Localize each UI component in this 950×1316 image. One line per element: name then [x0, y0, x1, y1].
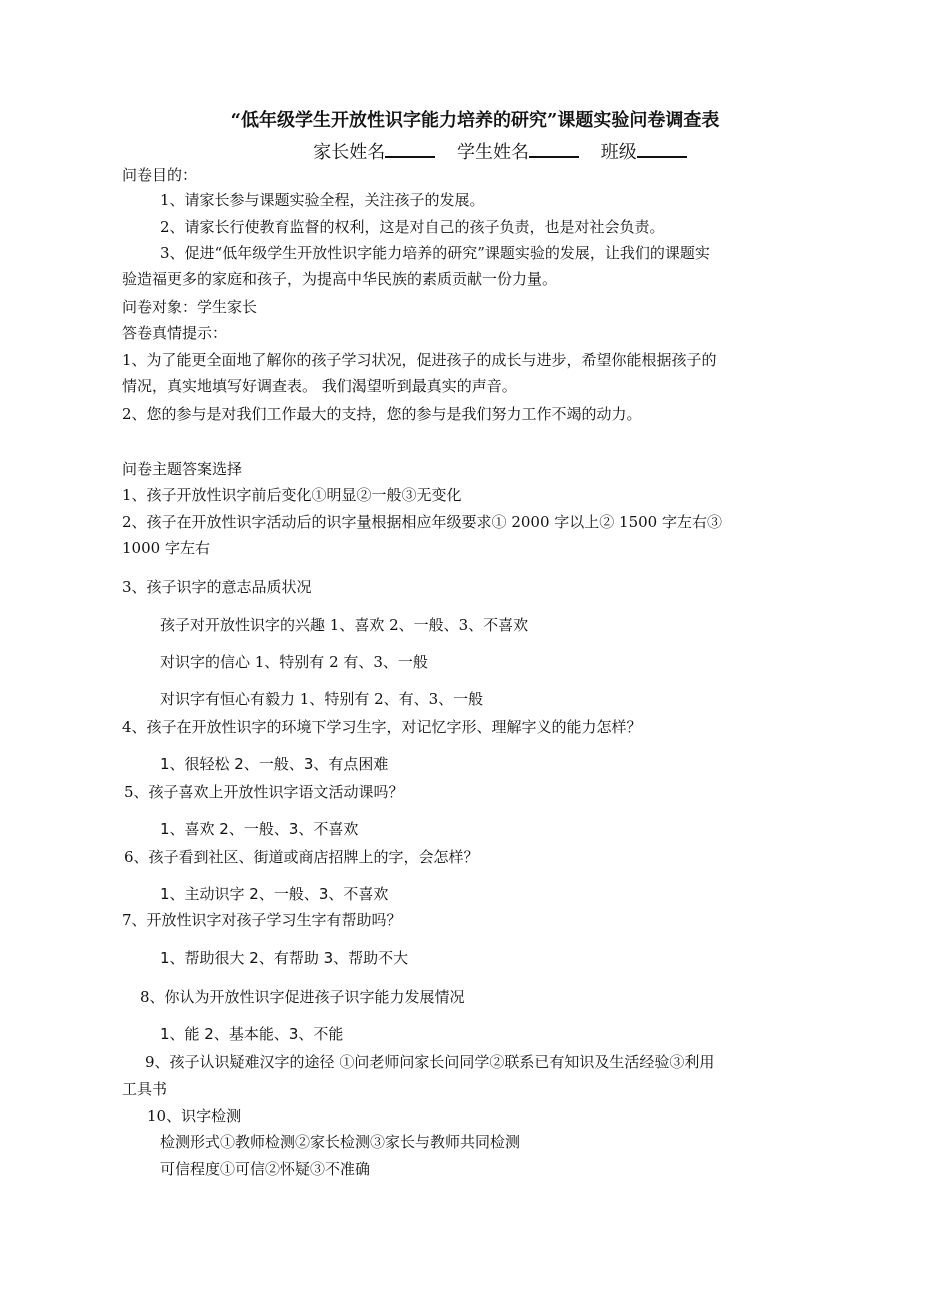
- page-title: “低年级学生开放性识字能力培养的研究”课题实验问卷调查表: [230, 110, 720, 131]
- tip-1-cont: 情况，真实地填写好调查表。 我们渴望听到最真实的声音。: [122, 377, 517, 395]
- question-2: 2、孩子在开放性识字活动后的识字量根据相应年级要求① 2000 字以上② 1500 字左右③: [122, 513, 722, 531]
- parent-name-label: 家长姓名: [313, 142, 386, 163]
- question-3-confidence: 对识字的信心 1、特别有 2 有、3、一般: [160, 653, 428, 671]
- question-10-credibility: 可信程度①可信②怀疑③不准确: [160, 1160, 371, 1178]
- tip-2: 2、您的参与是对我们工作最大的支持，您的参与是我们努力工作不竭的动力。: [122, 405, 642, 423]
- question-8-options: 1、能 2、基本能、3、不能: [160, 1025, 344, 1043]
- question-6: 6、孩子看到社区、街道或商店招牌上的字，会怎样？: [124, 848, 479, 866]
- purpose-item-3: 3、促进“低年级学生开放性识字能力培养的研究”课题实验的发展，让我们的课题实: [160, 244, 710, 262]
- question-7-options: 1、帮助很大 2、有帮助 3、帮助不大: [160, 949, 409, 967]
- target-line: 问卷对象：学生家长: [122, 298, 258, 316]
- question-10: 10、识字检测: [147, 1107, 242, 1125]
- question-7: 7、开放性识字对孩子学习生字有帮助吗？: [122, 911, 402, 929]
- tips-heading: 答卷真情提示：: [122, 324, 228, 342]
- parent-name-blank[interactable]: [385, 140, 435, 158]
- student-name-label: 学生姓名: [457, 142, 529, 163]
- purpose-item-3-cont: 验造福更多的家庭和孩子，为提高中华民族的素质贡献一份力量。: [122, 270, 558, 288]
- question-3-perseverance: 对识字有恒心有毅力 1、特别有 2、有、3、一般: [160, 690, 484, 708]
- question-10-form: 检测形式①教师检测②家长检测③家长与教师共同检测: [160, 1133, 521, 1151]
- purpose-item-2: 2、请家长行使教育监督的权利，这是对自己的孩子负责，也是对社会负责。: [160, 218, 665, 236]
- tip-1: 1、为了能更全面地了解你的孩子学习状况，促进孩子的成长与进步，希望你能根据孩子的: [122, 351, 717, 369]
- class-label: 班级: [600, 142, 637, 163]
- question-6-options: 1、主动识字 2、一般、3、不喜欢: [160, 885, 389, 903]
- class-blank[interactable]: [637, 140, 687, 158]
- purpose-heading: 问卷目的：: [122, 166, 198, 184]
- question-4-options: 1、很轻松 2、一般、3、有点困难: [160, 755, 389, 773]
- question-4: 4、孩子在开放性识字的环境下学习生字，对记忆字形、理解字义的能力怎样？: [122, 718, 642, 736]
- question-9-cont: 工具书: [122, 1080, 168, 1098]
- question-3: 3、孩子识字的意志品质状况: [122, 578, 312, 596]
- student-name-blank[interactable]: [529, 140, 579, 158]
- question-8: 8、你认为开放性识字促进孩子识字能力发展情况: [140, 988, 465, 1006]
- name-fields: [0, 140, 950, 162]
- question-5: 5、孩子喜欢上开放性识字语文活动课吗？: [124, 783, 404, 801]
- question-2-cont: 1000 字左右: [122, 539, 210, 557]
- question-5-options: 1、喜欢 2、一般、3、不喜欢: [160, 820, 359, 838]
- question-1: 1、孩子开放性识字前后变化①明显②一般③无变化: [122, 486, 462, 504]
- questions-heading: 问卷主题答案选择: [122, 460, 243, 478]
- purpose-item-1: 1、请家长参与课题实验全程，关注孩子的发展。: [160, 191, 485, 209]
- question-9: 9、孩子认识疑难汉字的途径 ①问老师问家长问同学②联系已有知识及生活经验③利用: [145, 1053, 715, 1071]
- question-3-interest: 孩子对开放性识字的兴趣 1、喜欢 2、一般、3、不喜欢: [160, 616, 529, 634]
